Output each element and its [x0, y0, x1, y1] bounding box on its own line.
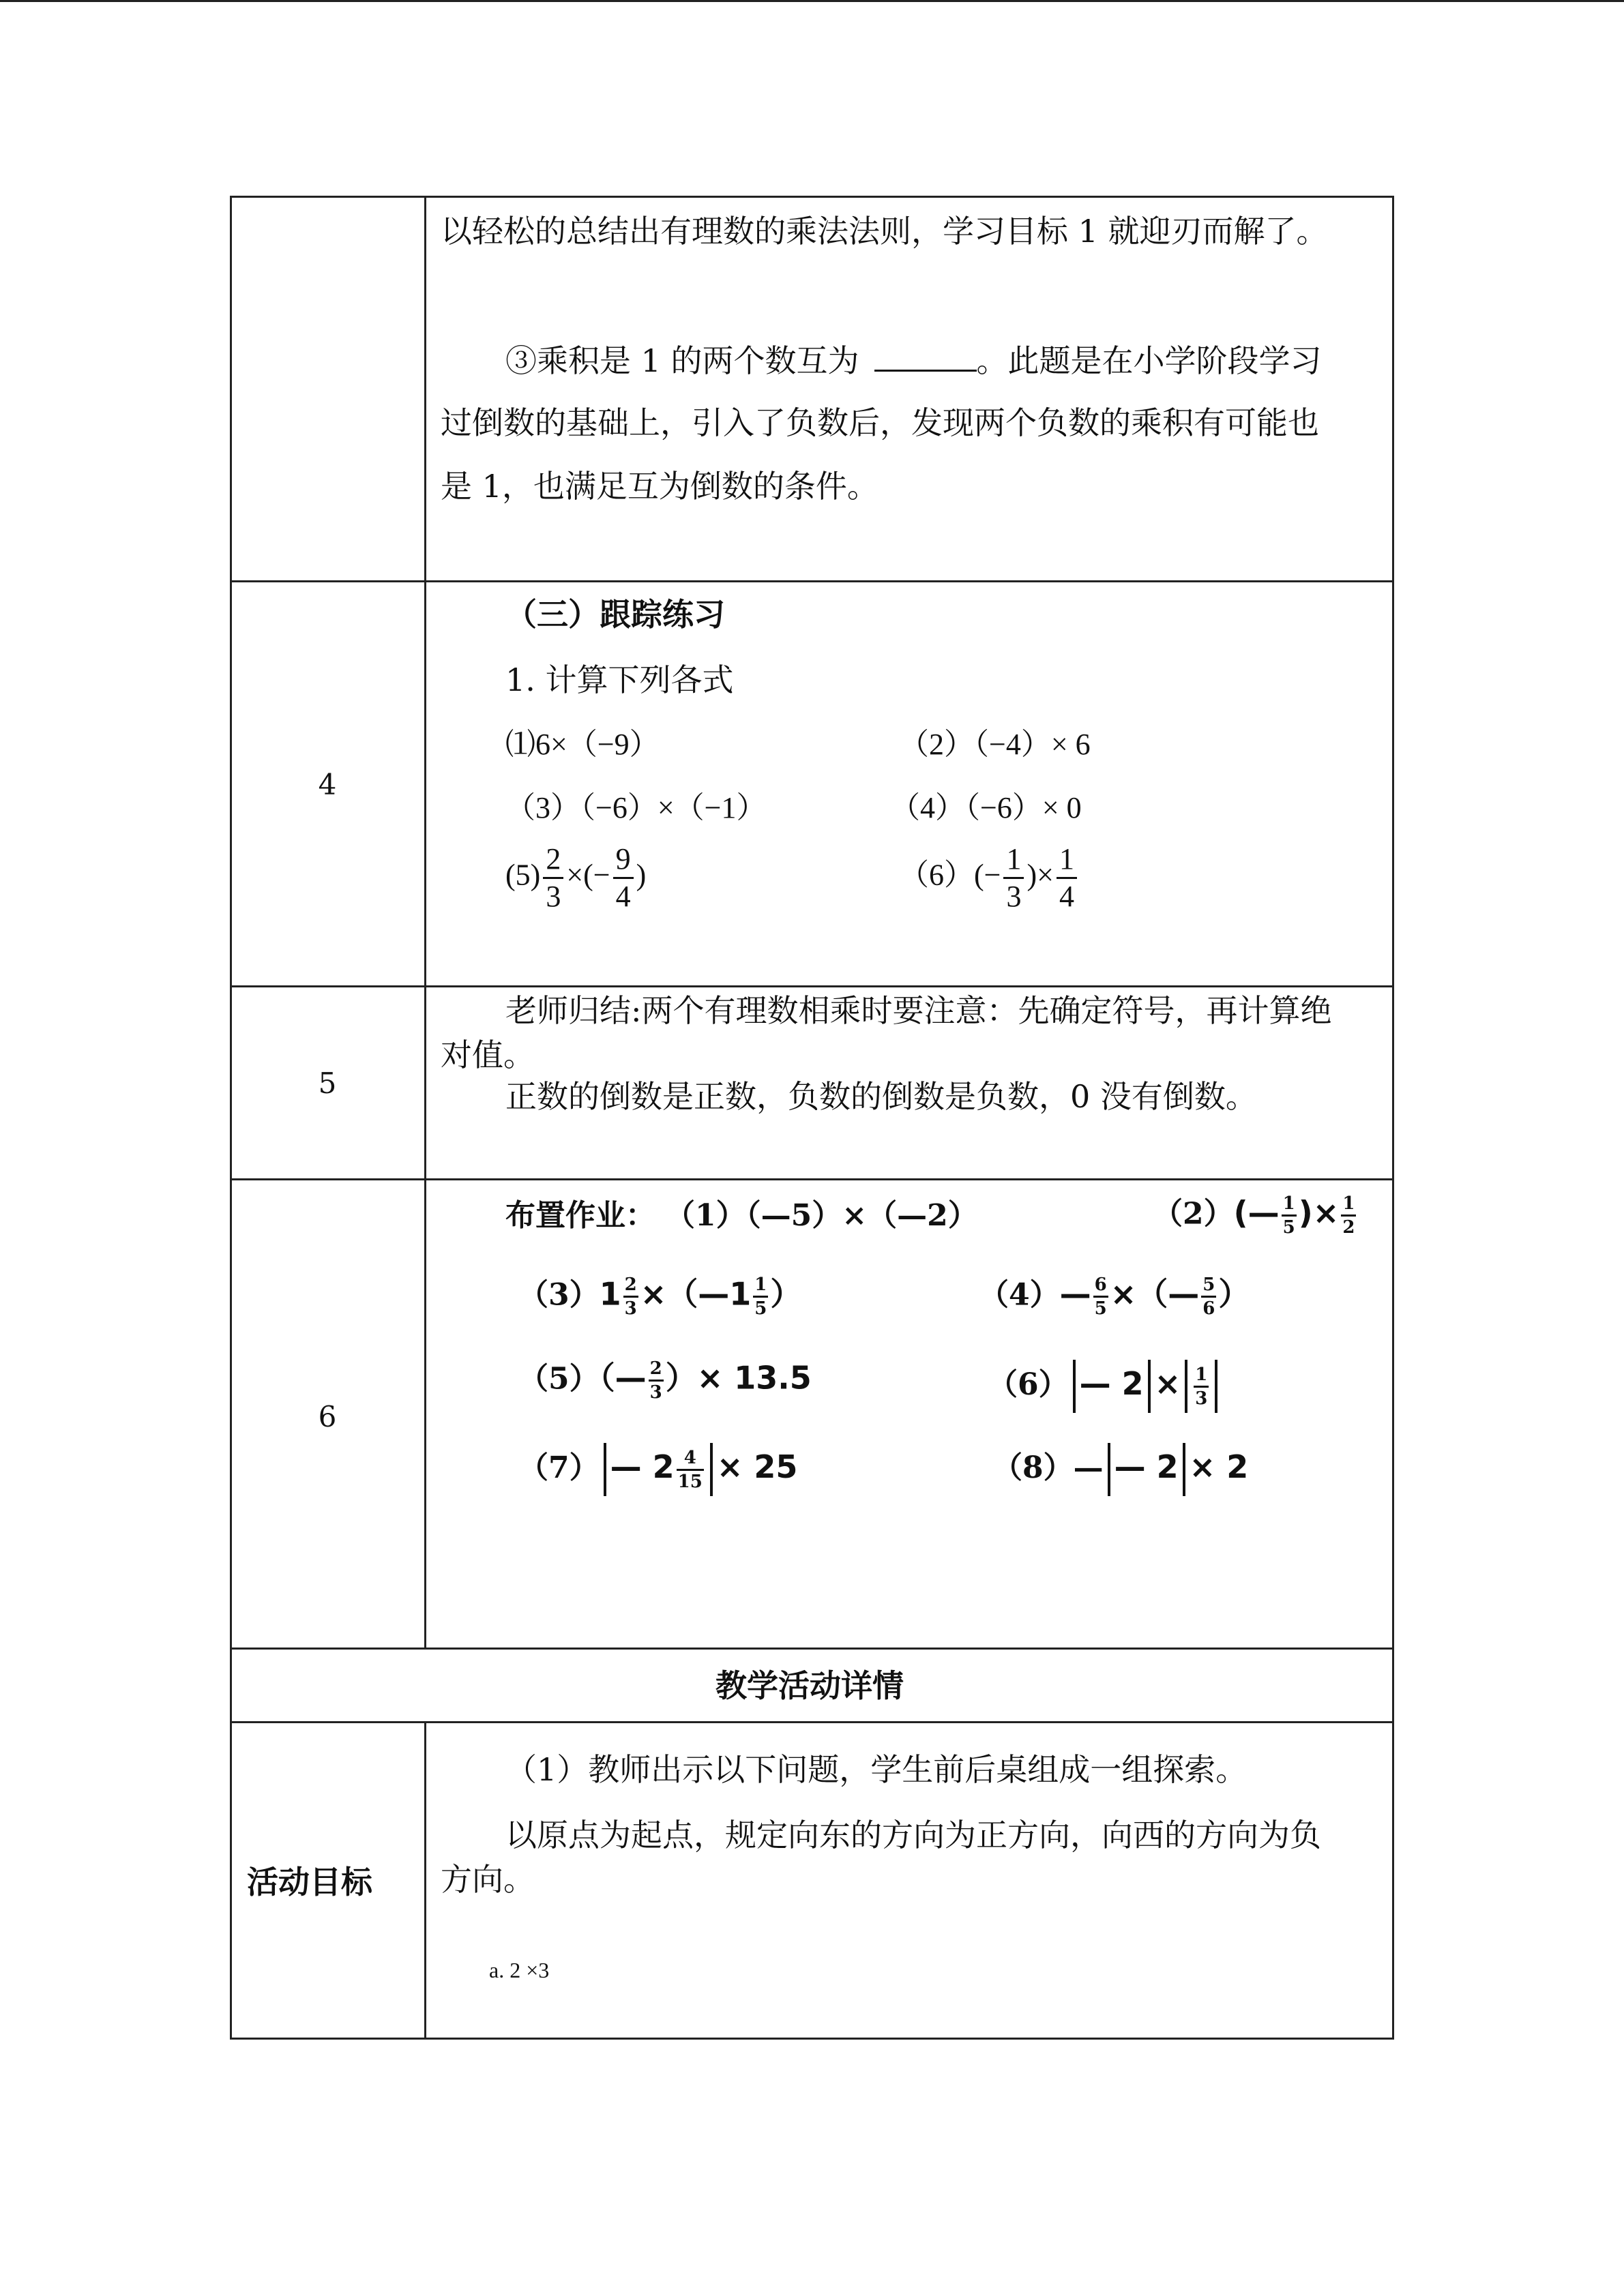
table-bottom-border: [230, 2038, 1394, 2040]
paragraph-line: 老师归结:两个有理数相乘时要注意：先确定符号，再计算绝: [505, 992, 1332, 1029]
homework-4: （4）— $\frac{6}{5}$ ×（— $\frac{5}{6}$ ）: [979, 1274, 1250, 1319]
fraction: $\frac{2}{3}$: [624, 1274, 637, 1319]
fraction: $\frac{1}{3}$: [1003, 844, 1024, 912]
paragraph-line: 对值。: [441, 1037, 535, 1073]
exercise-1: ⑴6×（−9）: [505, 728, 660, 761]
homework-6: （6） — 2 × $\frac{1}{3}$: [988, 1360, 1222, 1413]
fraction: $\frac{5}{6}$: [1202, 1274, 1215, 1319]
fraction: $\frac{9}{4}$: [613, 844, 634, 912]
paragraph-line: 正数的倒数是正数，负数的倒数是负数，0 没有倒数。: [505, 1078, 1257, 1115]
row-number: 4: [318, 768, 337, 801]
paragraph-line: 方向。: [441, 1861, 535, 1898]
paragraph-line: 以原点为起点，规定向东的方向为正方向，向西的方向为负: [505, 1817, 1321, 1853]
homework-5: （5）（— $\frac{2}{3}$ ）× 13.5: [518, 1358, 812, 1403]
homework-3: （3）1 $\frac{2}{3}$ ×（—1 $\frac{1}{5}$ ）: [518, 1274, 802, 1319]
row-divider: [230, 580, 1394, 582]
row-number: 5: [318, 1067, 337, 1100]
table-left-border: [230, 196, 232, 2040]
homework-2: （2）(— $\frac{1}{5}$ )× $\frac{1}{2}$: [1153, 1193, 1355, 1238]
fraction: $\frac{1}{2}$: [1342, 1193, 1355, 1238]
exercise-2: （2）（−4）× 6: [899, 728, 1091, 761]
exercise-4: （4）（−6）× 0: [890, 791, 1082, 824]
question-text-tail: 。此题是在小学阶段学习: [976, 342, 1322, 379]
abs-bar: [1215, 1360, 1217, 1413]
fraction: $\frac{2}{3}$: [543, 844, 563, 912]
fraction: $\frac{4}{15}$: [677, 1447, 703, 1492]
answer-blank: [874, 342, 977, 372]
example-expression: a. 2 ×3: [489, 1958, 550, 1982]
abs-bar: [1148, 1360, 1151, 1413]
task-label: 1. 计算下列各式: [505, 661, 734, 698]
fraction: $\frac{1}{4}$: [1057, 844, 1077, 912]
paragraph-line: [505, 342, 1322, 379]
abs-bar: [1183, 1443, 1185, 1496]
exercise-6: （6）(− $\frac{1}{3}$ )× $\frac{1}{4}$: [899, 844, 1080, 912]
abs-bar: [1108, 1443, 1110, 1496]
row-number: 6: [318, 1400, 337, 1433]
question-text: ③乘积是 1 的两个数互为: [505, 342, 859, 379]
fraction: $\frac{2}{3}$: [649, 1358, 662, 1403]
homework-7: （7） — 2 $\frac{4}{15}$ × 25: [518, 1443, 797, 1496]
paragraph-line: 过倒数的基础上，引入了负数后，发现两个负数的乘积有可能也: [441, 404, 1319, 441]
fraction: $\frac{1}{5}$: [754, 1274, 767, 1319]
exercise-5: (5) $\frac{2}{3}$ ×(− $\frac{9}{4}$ ): [505, 842, 647, 913]
row-divider: [230, 1721, 1394, 1723]
paragraph-line: 以轻松的总结出有理数的乘法法则，学习目标 1 就迎刃而解了。: [441, 213, 1328, 250]
paragraph-line: 是 1，也满足互为倒数的条件。: [441, 468, 879, 505]
table-column-divider: [424, 196, 426, 1650]
fraction: $\frac{6}{5}$: [1094, 1274, 1107, 1319]
page-top-border: [0, 0, 1624, 2]
table-top-border: [230, 196, 1394, 198]
exercise-3: （3）（−6）×（−1）: [505, 791, 767, 824]
homework-8: （8）— — 2 × 2: [992, 1443, 1248, 1496]
section-heading: （三）跟踪练习: [505, 596, 725, 633]
abs-bar: [710, 1443, 713, 1496]
abs-bar: [604, 1443, 606, 1496]
section-title: 教学活动详情: [715, 1667, 904, 1704]
activity-label: 活动目标: [247, 1864, 372, 1900]
fraction: $\frac{1}{3}$: [1195, 1364, 1208, 1409]
row-divider: [230, 1648, 1394, 1650]
abs-bar: [1073, 1360, 1076, 1413]
row-divider: [230, 985, 1394, 987]
fraction: $\frac{1}{5}$: [1282, 1193, 1295, 1238]
abs-bar: [1185, 1360, 1187, 1413]
table-column-divider-lower: [424, 1723, 426, 2040]
paragraph-line: （1）教师出示以下问题，学生前后桌组成一组探索。: [505, 1751, 1247, 1788]
homework-label: 布置作业：: [505, 1198, 655, 1233]
homework-1: （1）（—5）×（—2）: [665, 1198, 978, 1233]
table-right-border: [1392, 196, 1394, 2040]
row-divider: [230, 1178, 1394, 1180]
